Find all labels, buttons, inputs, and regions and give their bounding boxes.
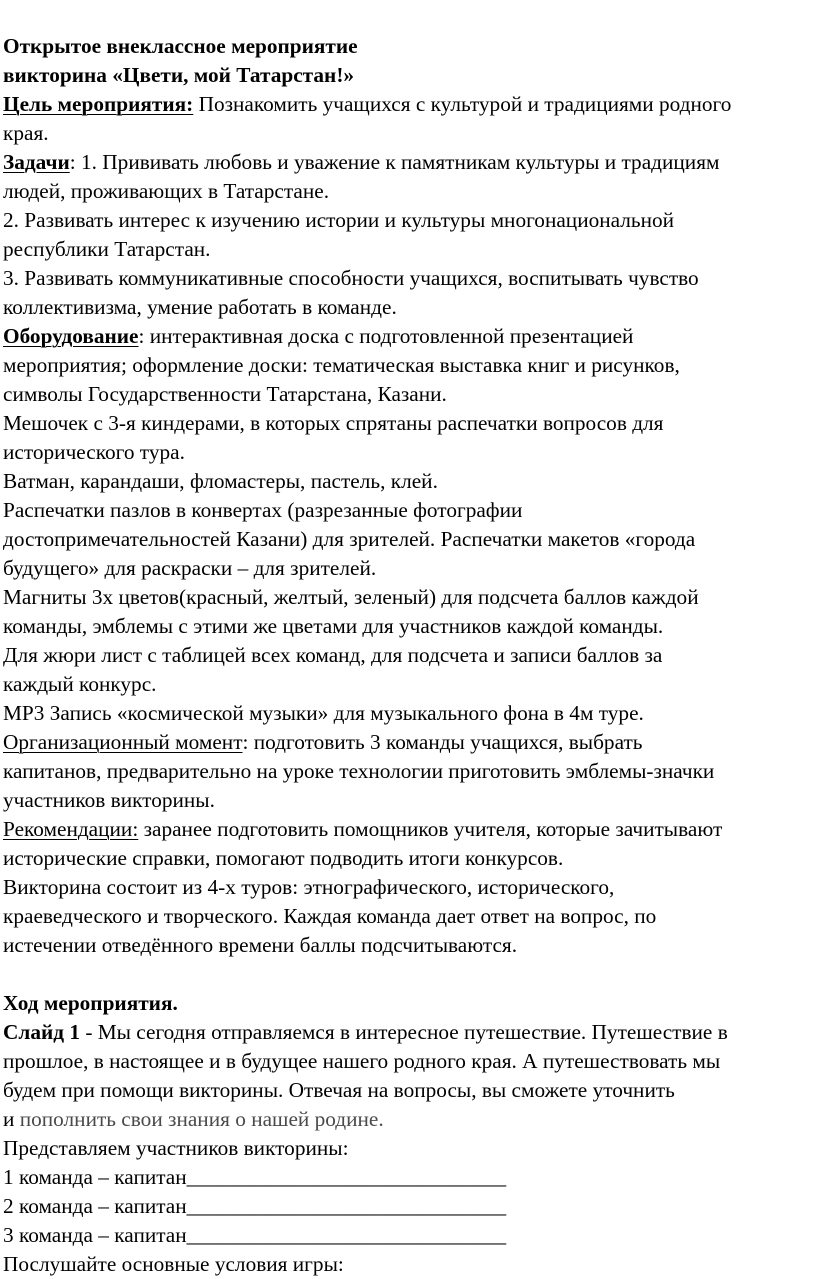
recommendations-label: Рекомендации: <box>3 817 139 841</box>
slide-1-text-line-2: прошлое, в настоящее и в будущее нашего родного края. А путешествовать мы <box>3 1049 721 1073</box>
goal-text: Познакомить учащихся с культурой и традициями родного <box>193 92 732 116</box>
equipment-label: Оборудование <box>3 324 139 348</box>
team-3-captain: 3 команда – капитан______________________________ <box>3 1223 507 1247</box>
tasks-text-cont: людей, проживающих в Татарстане. <box>3 179 330 203</box>
equipment-magnets-line-2: команды, эмблемы с этими же цветами для участников каждой команды. <box>3 614 664 638</box>
task-2-line-2: республики Татарстан. <box>3 237 211 261</box>
equipment-text-line-3: символы Государственности Татарстана, Казани. <box>3 382 447 406</box>
equipment-puzzles-line-1: Распечатки пазлов в конвертах (разрезанные фотографии <box>3 498 523 522</box>
course-heading: Ход мероприятия. <box>3 991 178 1015</box>
team-2-captain: 2 команда – капитан______________________________ <box>3 1194 507 1218</box>
task-3-line-2: коллективизма, умение работать в команде. <box>3 295 397 319</box>
org-text-line-2: капитанов, предварительно на уроке технологии приготовить эмблемы-значки <box>3 759 715 783</box>
org-text-line-3: участников викторины. <box>3 788 215 812</box>
org-paragraph <box>3 728 643 757</box>
structure-line-2: краеведческого и творческого. Каждая команда дает ответ на вопрос, по <box>3 904 657 928</box>
equipment-jury-line-1: Для жюри лист с таблицей всех команд, для подсчета и записи баллов за <box>3 643 663 667</box>
task-2-line-1: 2. Развивать интерес к изучению истории и культуры многонациональной <box>3 208 675 232</box>
equipment-bag-line-1: Мешочек с 3-я киндерами, в которых спрятаны распечатки вопросов для <box>3 411 664 435</box>
team-1-captain: 1 команда – капитан______________________________ <box>3 1165 507 1189</box>
slide-1-text-line-4-start: и <box>3 1107 20 1131</box>
equipment-puzzles-line-3: будущего» для раскраски – для зрителей. <box>3 556 377 580</box>
equipment-magnets-line-1: Магниты 3х цветов(красный, желтый, зеленый) для подсчета баллов каждой <box>3 585 699 609</box>
equipment-supplies: Ватман, карандаши, фломастеры, пастель, клей. <box>3 469 438 493</box>
slide-1-text-line-3: будем при помощи викторины. Отвечая на вопросы, вы сможете уточнить <box>3 1078 675 1102</box>
recommendations-text-line-2: исторические справки, помогают подводить итоги конкурсов. <box>3 846 564 870</box>
slide-1-paragraph <box>3 1018 728 1047</box>
document-title-line-2: викторина «Цвети, мой Татарстан!» <box>3 63 355 87</box>
task-3-line-1: 3. Развивать коммуникативные способности учащихся, воспитывать чувство <box>3 266 699 290</box>
equipment-paragraph <box>3 322 633 351</box>
structure-line-1: Викторина состоит из 4-х туров: этнографического, исторического, <box>3 875 615 899</box>
participants-intro: Представляем участников викторины: <box>3 1136 349 1160</box>
tasks-label: Задачи <box>3 150 70 174</box>
equipment-text-line-2: мероприятия; оформление доски: тематическая выставка книг и рисунков, <box>3 353 680 377</box>
recommendations-text: заранее подготовить помощников учителя, которые зачитывают <box>138 817 723 841</box>
structure-line-3: истечении отведённого времени баллы подсчитываются. <box>3 933 518 957</box>
org-label: Организационный момент <box>3 730 243 754</box>
equipment-jury-line-2: каждый конкурс. <box>3 672 157 696</box>
equipment-bag-line-2: исторического тура. <box>3 440 185 464</box>
recommendations-paragraph <box>3 815 722 844</box>
equipment-text: : интерактивная доска с подготовленной презентацией <box>138 324 634 348</box>
document-title-line-1: Открытое внеклассное мероприятие <box>3 34 358 58</box>
equipment-mp3: МР3 Запись «космической музыки» для музыкального фона в 4м туре. <box>3 701 644 725</box>
org-text: : подготовить 3 команды учащихся, выбрать <box>242 730 643 754</box>
slide-1-label: Слайд 1 <box>3 1020 80 1044</box>
slide-1-text-line-4 <box>3 1105 384 1134</box>
goal-label: Цель мероприятия: <box>3 92 194 116</box>
rules-intro: Послушайте основные условия игры: <box>3 1252 344 1276</box>
goal-paragraph <box>3 90 731 119</box>
equipment-puzzles-line-2: достопримечательностей Казани) для зрителей. Распечатки макетов «города <box>3 527 696 551</box>
tasks-paragraph <box>3 148 719 177</box>
slide-1-text: - Мы сегодня отправляемся в интересное путешествие. Путешествие в <box>80 1020 728 1044</box>
goal-text-cont: края. <box>3 121 49 145</box>
slide-1-text-line-4-end: пополнить свои знания о нашей родине. <box>19 1107 384 1131</box>
tasks-text: : 1. Прививать любовь и уважение к памятникам культуры и традициям <box>69 150 720 174</box>
